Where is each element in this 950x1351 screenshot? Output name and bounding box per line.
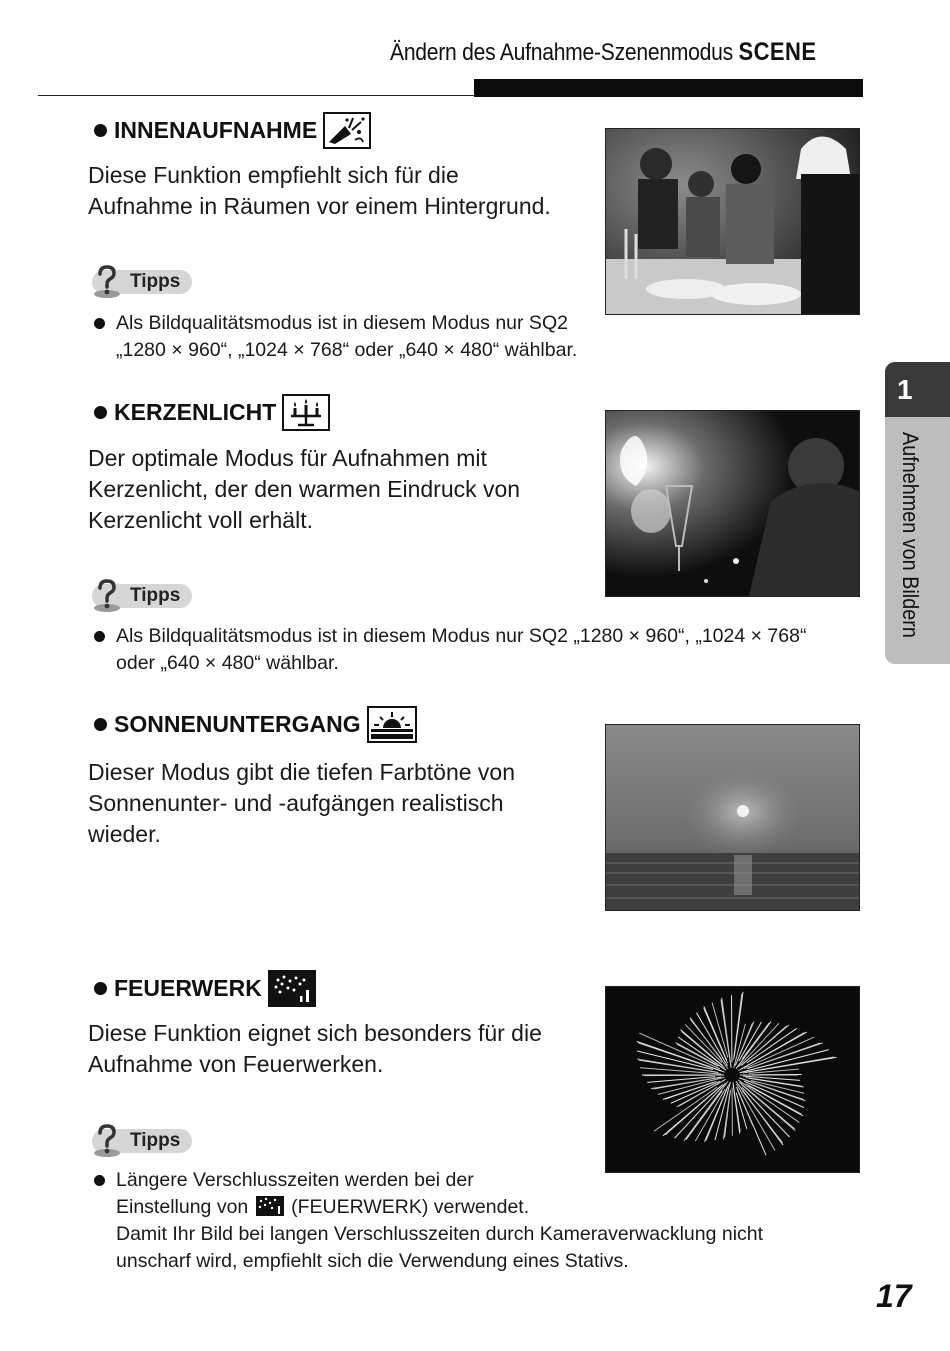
header-title <box>390 38 816 67</box>
photo-indoor-party <box>605 128 860 315</box>
fireworks-inline-icon <box>256 1196 284 1216</box>
header-title-text: Ändern des Aufnahme-Szenenmodus <box>390 39 733 66</box>
tipps-badge-2 <box>92 582 192 610</box>
indoor-party-icon <box>323 112 371 149</box>
tip-line-part: (FEUERWERK) verwendet. <box>291 1196 530 1218</box>
section-heading-kerzenlicht <box>92 394 330 431</box>
bullet-icon <box>94 318 105 329</box>
tip-line <box>94 1194 763 1221</box>
tip-text-2 <box>94 623 806 677</box>
header-rule <box>38 95 474 96</box>
fireworks-burst <box>606 987 859 1172</box>
section-body-feuerwerk <box>88 1018 542 1080</box>
tip-line-part: Einstellung von <box>116 1196 249 1218</box>
photo-fireworks <box>605 986 860 1173</box>
section-title: INNENAUFNAHME <box>114 117 318 143</box>
body-line: Dieser Modus gibt die tiefen Farbtöne von <box>88 759 516 785</box>
header-bar <box>474 79 863 97</box>
chapter-number: 1 <box>885 362 950 417</box>
body-line: Kerzenlicht voll erhält. <box>88 507 313 533</box>
question-icon <box>92 578 122 612</box>
tipps-label: Tipps <box>130 585 181 606</box>
body-line: Aufnahme in Räumen vor einem Hintergrund. <box>88 193 551 219</box>
bullet-icon <box>94 631 105 642</box>
tip-line: Als Bildqualitätsmodus ist in diesem Modus nur SQ2 <box>116 312 568 334</box>
tip-line: oder „640 × 480“ wählbar. <box>116 652 339 674</box>
tip-text-4 <box>94 1167 763 1275</box>
body-line: Sonnenunter- und -aufgängen realistisch <box>88 790 504 816</box>
tipps-label: Tipps <box>130 1130 181 1151</box>
body-line: Diese Funktion empfiehlt sich für die <box>88 162 459 188</box>
section-heading-sonnenuntergang <box>92 706 417 743</box>
bullet-icon <box>94 406 107 419</box>
tipps-badge-1 <box>92 268 192 296</box>
tipps-label: Tipps <box>130 271 181 292</box>
section-title: SONNENUNTERGANG <box>114 711 361 737</box>
section-heading-innenaufnahme <box>92 112 371 149</box>
tip-line: Längere Verschlusszeiten werden bei der <box>116 1169 474 1191</box>
bullet-icon <box>94 718 107 731</box>
tip-line: Als Bildqualitätsmodus ist in diesem Modus nur SQ2 „1280 × 960“, „1024 × 768“ <box>116 625 807 647</box>
photo-sunset <box>605 724 860 911</box>
bullet-icon <box>94 124 107 137</box>
section-title: KERZENLICHT <box>114 399 277 425</box>
section-body-innenaufnahme <box>88 160 551 222</box>
photo-candlelight <box>605 410 860 597</box>
section-title: FEUERWERK <box>114 975 262 1001</box>
body-line: Aufnahme von Feuerwerken. <box>88 1051 384 1077</box>
scene-label: SCENE <box>738 38 817 66</box>
body-line: Der optimale Modus für Aufnahmen mit <box>88 445 487 471</box>
tip-text-1 <box>94 310 577 364</box>
candle-icon <box>282 394 330 431</box>
sunset-icon <box>367 706 417 743</box>
section-body-kerzenlicht <box>88 443 520 536</box>
question-icon <box>92 1123 122 1157</box>
tip-line: Damit Ihr Bild bei langen Verschlusszeiten durch Kameraverwacklung nicht <box>116 1223 764 1245</box>
section-body-sonnenuntergang <box>88 757 515 850</box>
tipps-badge-4 <box>92 1127 192 1155</box>
section-heading-feuerwerk <box>92 970 316 1007</box>
question-icon <box>92 264 122 298</box>
body-line: wieder. <box>88 821 161 847</box>
chapter-label: Aufnehmen von Bildern <box>898 432 923 638</box>
page-number: 17 <box>876 1278 912 1314</box>
tip-line: unscharf wird, empfiehlt sich die Verwendung eines Stativs. <box>116 1250 629 1272</box>
fireworks-icon <box>268 970 316 1007</box>
bullet-icon <box>94 982 107 995</box>
tip-line: „1280 × 960“, „1024 × 768“ oder „640 × 480“ wählbar. <box>116 339 578 361</box>
body-line: Kerzenlicht, der den warmen Eindruck von <box>88 476 521 502</box>
bullet-icon <box>94 1175 105 1186</box>
body-line: Diese Funktion eignet sich besonders für die <box>88 1020 542 1046</box>
